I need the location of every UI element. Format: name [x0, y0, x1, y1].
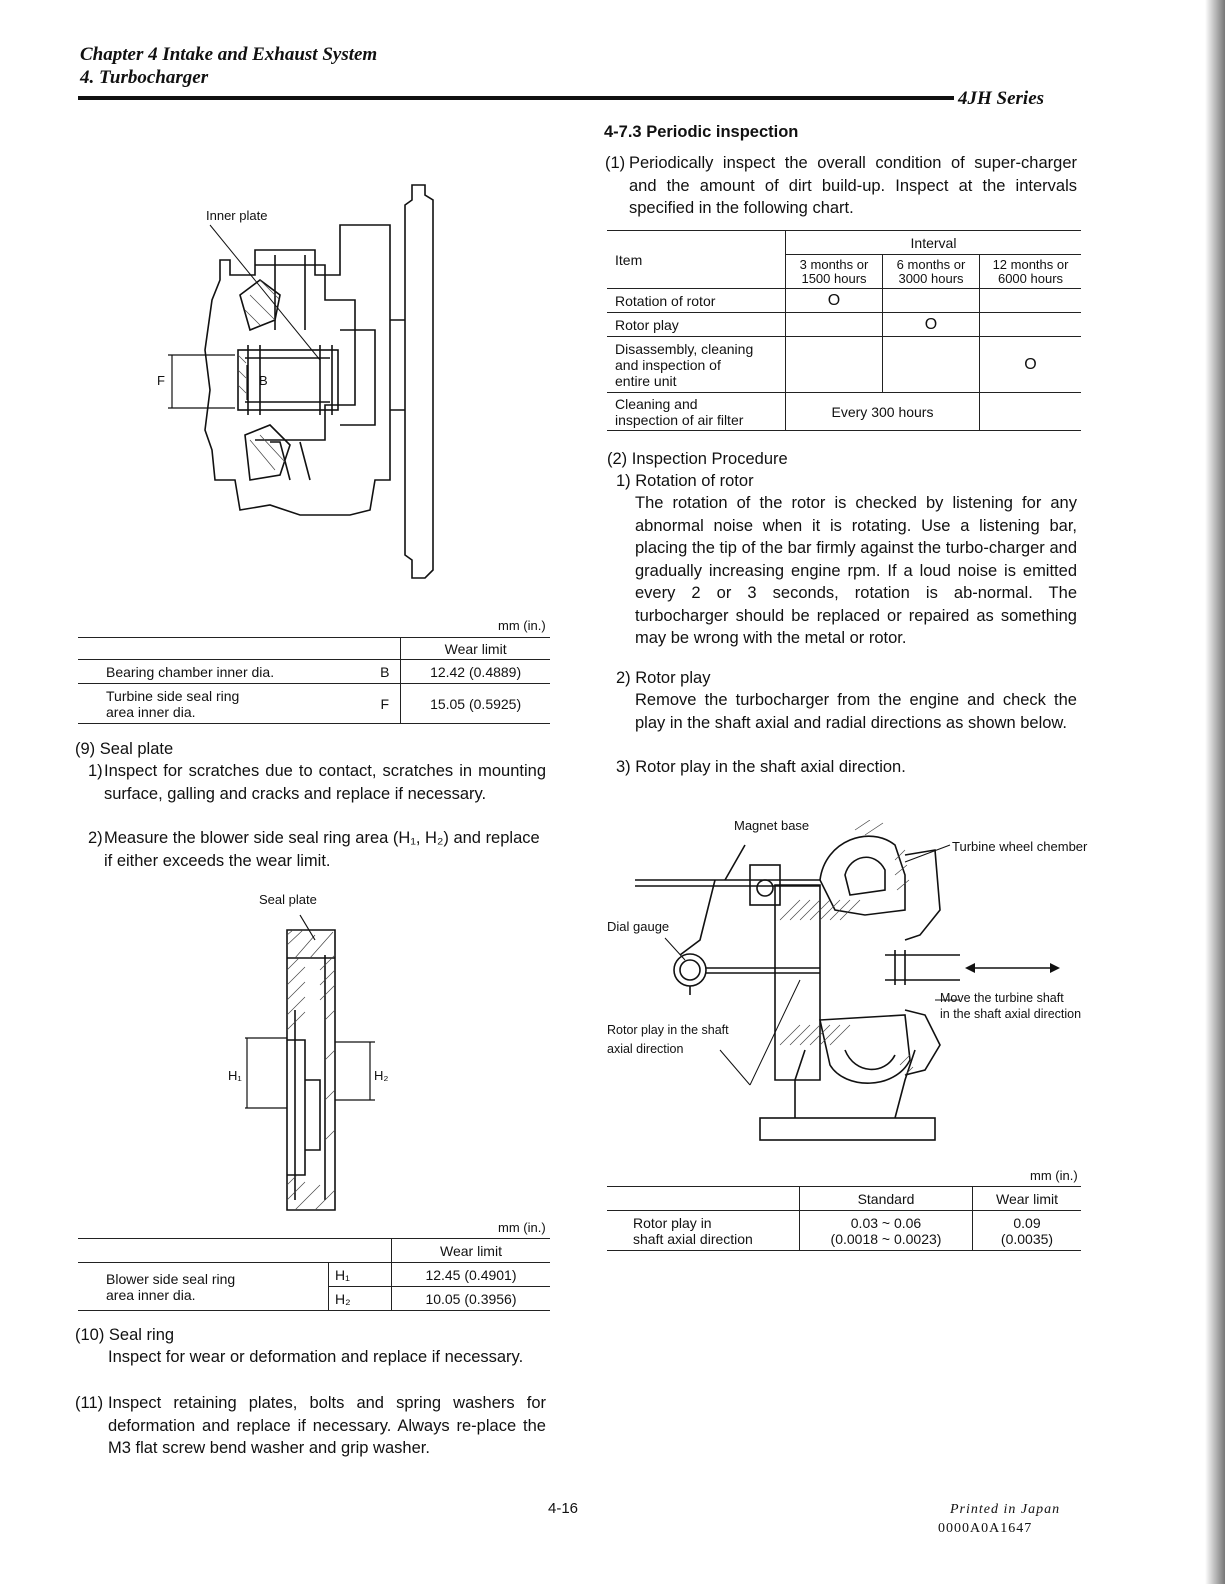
section-title: 4. Turbocharger	[80, 67, 209, 88]
table-row: Bearing chamber inner dia. B 12.42 (0.4889)	[78, 660, 550, 684]
item11-text: Inspect retaining plates, bolts and spring washers for deformation and replace if necessary. Always re-place the M3 flat screw bend washer and grip washer.	[108, 1394, 546, 1457]
rotor-play-text: Remove the turbocharger from the engine and check the play in the shaft axial and radial directions as shown below.	[635, 691, 1077, 732]
axial-direction-title: 3) Rotor play in the shaft axial direction.	[616, 758, 906, 776]
dim-b-label: B	[259, 373, 268, 388]
table-row: Turbine side seal ring area inner dia. F 15.05 (0.5925)	[78, 684, 550, 724]
printed-in-japan: Printed in Japan	[950, 1502, 1061, 1517]
rotor-play-axial-label: Rotor play in the shaft axial direction	[607, 1023, 729, 1056]
table-row: Rotation of rotor O	[607, 289, 1081, 313]
inner-plate-label: Inner plate	[206, 208, 268, 223]
seal-ring-heading: (10) Seal ring	[75, 1326, 175, 1344]
schedule-item-header: Item	[607, 231, 786, 289]
table3-standard-header: Standard	[800, 1187, 973, 1211]
table-row: Blower side seal ring area inner dia. H₁ 12.45 (0.4901)	[78, 1263, 550, 1287]
dim-h2-label: H₂	[374, 1068, 389, 1083]
dial-gauge-label: Dial gauge	[607, 919, 670, 934]
page-number: 4-16	[548, 1500, 579, 1517]
rotation-title: 1) Rotation of rotor	[616, 472, 754, 490]
rotor-play-table	[607, 1186, 1081, 1251]
table3-wear-limit-header: Wear limit	[973, 1187, 1082, 1211]
document-code: 0000A0A1647	[938, 1521, 1033, 1536]
inspection-schedule-table: Item Interval 3 months or 1500 hours 6 months or 3000 hours 12 months or 6000 hours Rotation of rotor O Rotor play O Disassembly, cleaning and inspection of entire unit O Cleaning and inspection of air filter Every 300 hours	[607, 230, 1081, 431]
rotor-play-figure	[605, 820, 1095, 1145]
table-row: H₂ 10.05 (0.3956)	[78, 1287, 550, 1311]
magnet-base-label: Magnet base	[734, 818, 810, 833]
table1-header: Wear limit	[401, 638, 550, 660]
rotation-text: The rotation of the rotor is checked by listening for any abnormal noise when it is rotating. Use a listening bar, placing the tip of the bar firmly against the turbo-charger and gradually increasing engine rpm. If a loud noise is emitted every 2 or 3 seconds, rotation is ab-normal. The turbocharger should be replaced or repaired as something may be wrong with the metal or rotor.	[635, 494, 1077, 647]
wear-limit-table-2	[78, 1238, 550, 1311]
seal-plate-label: Seal plate	[259, 892, 317, 907]
intro-text: Periodically inspect the overall condition of super-charger and the amount of dirt build-up. Inspect at the intervals specified in the following chart.	[629, 154, 1077, 217]
seal-plate-figure	[215, 910, 405, 1220]
series-label: 4JH Series	[958, 88, 1045, 109]
move-shaft-label: Move the turbine shaft in the shaft axial direction	[940, 991, 1082, 1021]
inner-plate-figure	[150, 180, 450, 590]
schedule-interval-header: Interval	[786, 231, 1082, 255]
table-row: Rotor play O	[607, 313, 1081, 337]
chapter-title: Chapter 4 Intake and Exhaust System	[80, 44, 378, 65]
rotor-play-title: 2) Rotor play	[616, 669, 711, 687]
seal-ring-text: Inspect for wear or deformation and replace if necessary.	[108, 1348, 524, 1366]
table1-unit: mm (in.)	[498, 618, 546, 633]
seal-plate-heading: (9) Seal plate	[75, 740, 174, 758]
table-row: Cleaning and inspection of air filter Every 300 hours	[607, 393, 1081, 431]
dim-h1-label: H₁	[228, 1068, 242, 1083]
seal-plate-item2: Measure the blower side seal ring area (H₁, H₂) and replace if either exceeds the wear limit.	[104, 829, 540, 870]
seal-plate-item1: Inspect for scratches due to contact, scratches in mounting surface, galling and cracks and replace if necessary.	[104, 762, 546, 803]
turbine-chamber-label: Turbine wheel chember	[952, 839, 1088, 854]
dim-f-label: F	[157, 373, 165, 388]
table-row: Rotor play in shaft axial direction 0.03 ~ 0.06 (0.0018 ~ 0.0023) 0.09 (0.0035)	[607, 1211, 1081, 1251]
table-row: Disassembly, cleaning and inspection of entire unit O	[607, 337, 1081, 393]
wear-limit-table-1	[78, 637, 550, 724]
table3-unit: mm (in.)	[1030, 1168, 1078, 1183]
header-rule	[78, 96, 954, 100]
table2-unit: mm (in.)	[498, 1220, 546, 1235]
periodic-inspection-title: 4-7.3 Periodic inspection	[604, 123, 799, 141]
procedure-heading: (2) Inspection Procedure	[607, 450, 788, 468]
scan-edge	[1205, 0, 1225, 1584]
table2-header: Wear limit	[391, 1239, 550, 1263]
